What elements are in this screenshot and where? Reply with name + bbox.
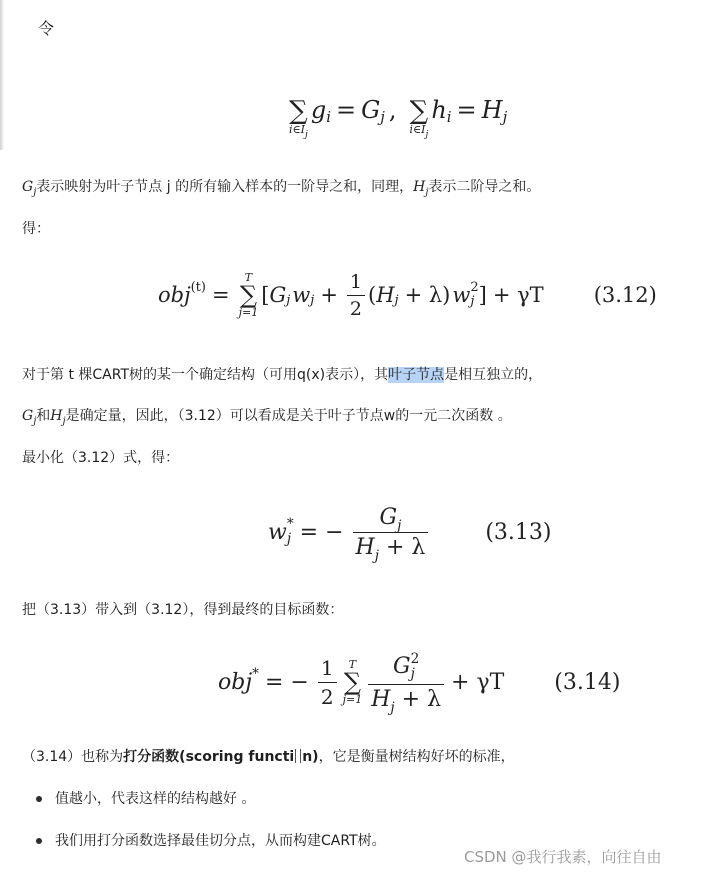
- definition-equation: ∑ $i\in I_j$ g i = G j , ∑ $i\in I_j$ h i = H j: [289, 96, 508, 141]
- paragraph-quadratic: $G_j$和$H_j$是确定量，因此，（3.12）可以看成是关于叶子节点w的一元二次函数 。: [22, 408, 512, 427]
- csdn-watermark: CSDN @我行我素，向往自由: [464, 848, 662, 866]
- paragraph-scoring-function: （3.14）也称为打分函数(scoring functi n)，它是衡量树结构好坏的标准，: [22, 749, 515, 765]
- list-item: 我们用打分函数选择最佳切分点，从而构建CART树。: [55, 833, 386, 849]
- lead-text: 令: [38, 19, 55, 38]
- list-item: 值越小，代表这样的结构越好 。: [55, 791, 256, 807]
- de-text: 得：: [22, 221, 50, 237]
- paragraph-substitute: 把（3.13）带入到（3.12），得到最终的目标函数：: [22, 602, 344, 618]
- paragraph-minimize: 最小化（3.12）式，得：: [22, 450, 180, 466]
- text-cursor-icon: [295, 749, 301, 763]
- paragraph-gradient-sums: $G_j$表示映射为叶子节点 j 的所有输入样本的一阶导之和，同理，$H_j$表示二阶导之和。: [22, 179, 541, 198]
- bullet-dot-icon: [36, 796, 42, 802]
- bullet-dot-icon: [36, 838, 42, 844]
- paragraph-cart-structure: 对于第 t 棵CART树的某一个确定结构（可用q(x)表示），其叶子节点是相互独立的，: [22, 367, 543, 383]
- left-edge-shadow: [0, 0, 4, 150]
- highlighted-text: 叶子节点: [388, 367, 445, 383]
- equation-3-14: obj * = − $\frac{1}{2}$ T ∑ j=1 G 2 j $H_j + \lambda$ + γT (3.14): [218, 651, 621, 717]
- equation-3-13: w * j = − $\frac{G_j}{H_j + \lambda}$ (3.13): [268, 504, 552, 564]
- equation-3-12: obj (t) = T ∑ j=1 [ G j w j + $\frac{1}{2}$ ( H j + λ) w 2 j ] + γT (3.12): [158, 270, 657, 320]
